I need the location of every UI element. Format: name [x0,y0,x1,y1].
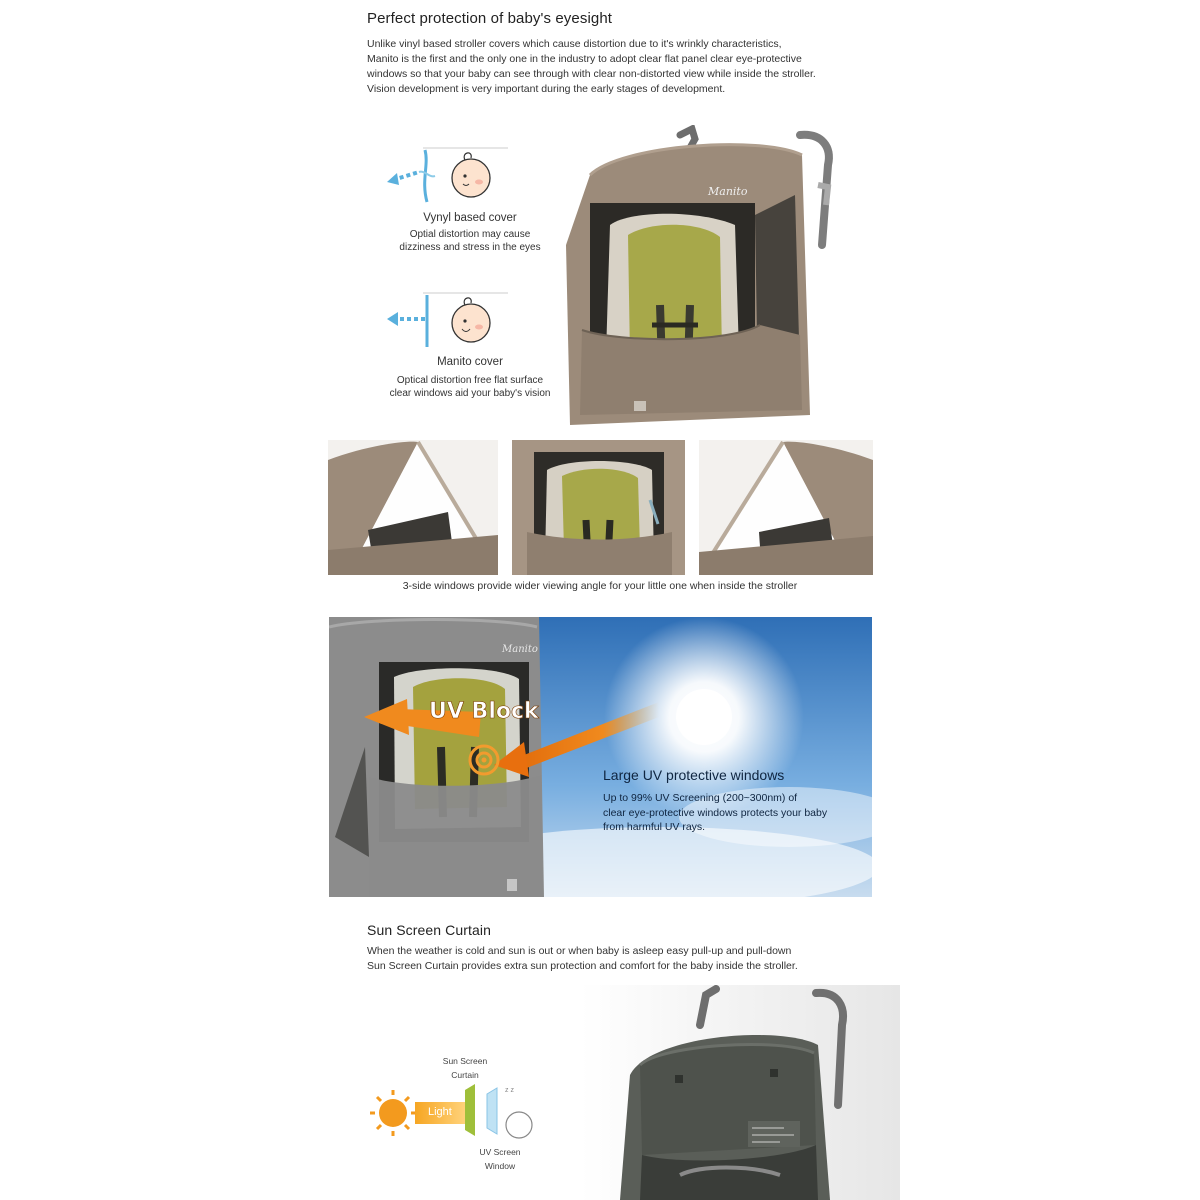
curtain-line: When the weather is cold and sun is out or when baby is asleep easy pull-up and pull-down [367,945,792,957]
manito-cover-title: Manito cover [437,356,503,368]
front-window-photo [512,440,685,575]
left-window-photo [328,440,498,575]
right-window-photo [699,440,873,575]
brand-logo: Manito [502,644,538,655]
baby-face-clear-icon [383,285,513,355]
stroller-beige-photo [560,125,860,430]
uv-block-illustration [329,617,872,897]
manito-cover-diagram [383,285,513,355]
vinyl-caption-line: dizziness and stress in the eyes [399,242,541,253]
eyesight-line: Manito is the first and the only one in the industry to adopt clear flat panel clear eye-protective [367,53,802,65]
uv-panel-title: Large UV protective windows [603,767,785,783]
curtain-label-line: Curtain [451,1070,479,1080]
sleep-zz-label: z z [505,1087,514,1094]
eyesight-line: Unlike vinyl based stroller covers which cause distortion due to it's wrinkly characteristics, [367,38,782,50]
uv-line: Up to 99% UV Screening (200~300nm) of [603,792,798,804]
moon-icon [506,1112,532,1138]
manito-caption-line: clear windows aid your baby's vision [389,388,551,399]
curtain-description [367,944,907,974]
uv-panel-description [603,791,827,835]
uv-block-badge: UV Block [429,699,539,724]
eyesight-line: Vision development is very important during the early stages of development. [367,83,726,95]
uv-line: from harmful UV rays. [603,821,706,833]
curtain-section-title: Sun Screen Curtain [367,922,491,938]
uv-block-panel [329,617,872,897]
windows-caption: 3-side windows provide wider viewing angle for your little one when inside the stroller [402,580,798,592]
manito-caption-line: Optical distortion free flat surface [396,375,544,386]
uv-window-label-line: Window [484,1161,516,1171]
curtain-diagram-label [425,1054,505,1082]
manito-cover-caption [365,374,575,400]
light-label: Light [428,1106,452,1118]
sun-icon [370,1090,416,1136]
vinyl-caption-line: Optial distortion may cause [409,229,531,240]
uv-window-label-line: UV Screen [479,1147,521,1157]
eyesight-line: windows so that your baby can see through with clear non-distorted view while inside the stroller. [367,68,816,80]
vinyl-cover-title: Vynyl based cover [423,212,517,224]
baby-face-distorted-icon [383,140,513,210]
uv-line: clear eye-protective windows protects your baby [603,806,828,819]
section-title-eyesight: Perfect protection of baby's eyesight [367,10,613,27]
curtain-line: Sun Screen Curtain provides extra sun protection and comfort for the baby inside the stroller. [367,960,798,972]
eyesight-description [367,37,887,97]
brand-logo: Manito [708,185,748,198]
vinyl-cover-diagram [383,140,513,210]
uv-window-label [460,1145,540,1173]
stroller-grey-photo [580,985,900,1200]
curtain-label-line: Sun Screen [442,1056,488,1066]
vinyl-cover-caption [370,228,570,254]
